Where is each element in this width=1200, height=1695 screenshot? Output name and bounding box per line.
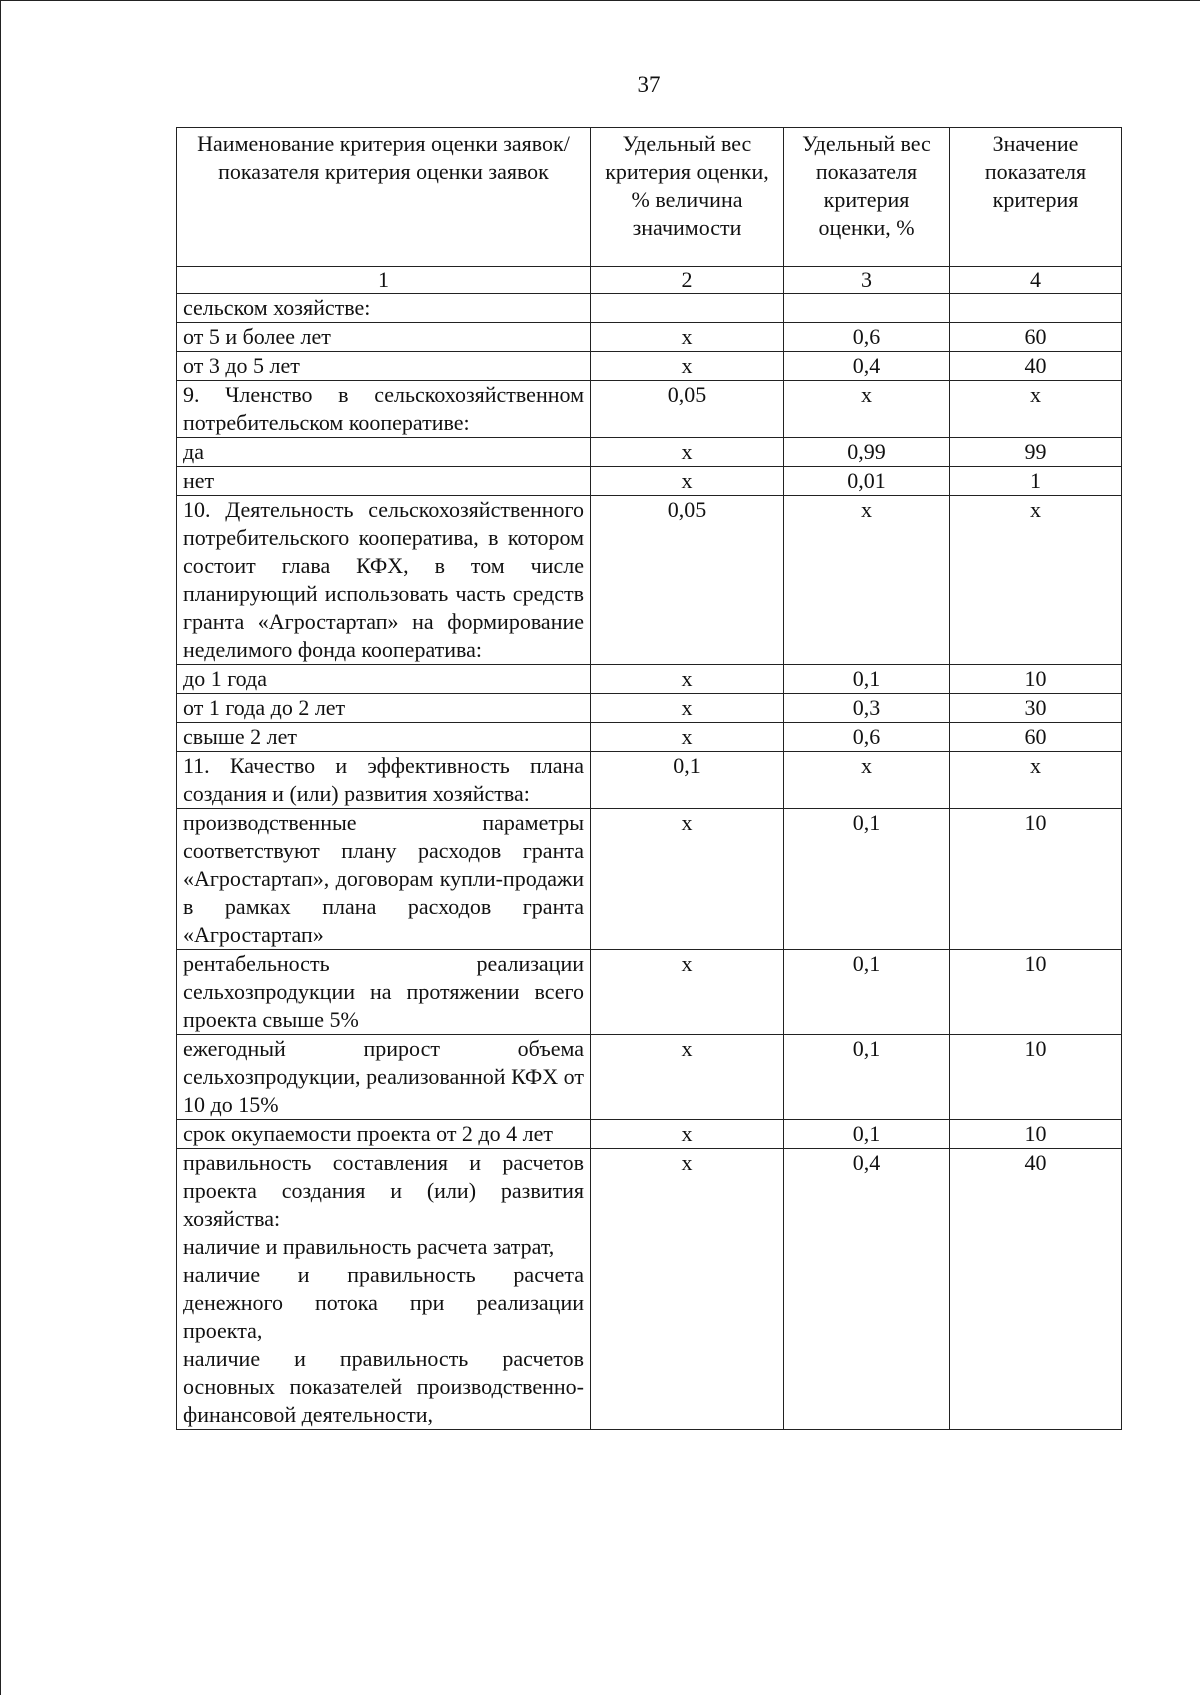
criterion-cell: от 3 до 5 лет xyxy=(177,352,591,381)
page-border-left xyxy=(0,0,1,1695)
indicator-weight-cell: 0,1 xyxy=(784,665,950,694)
table-row xyxy=(177,352,1122,381)
criterion-cell: правильность составления и расчетов проекта создания и (или) развития хозяйства: наличие и правильность расчета затрат, наличие и правильность расчета денежного потока при реализации проекта, наличие и правильность расчетов основных показателей производственно-финансовой деятельности, xyxy=(177,1149,591,1430)
indicator-value-cell xyxy=(950,294,1122,323)
criterion-cell: 11. Качество и эффективность плана создания и (или) развития хозяйства: xyxy=(177,752,591,809)
table-row xyxy=(177,294,1122,323)
indicator-value-cell: х xyxy=(950,752,1122,809)
indicator-value-cell: 10 xyxy=(950,1120,1122,1149)
column-number: 3 xyxy=(784,267,950,294)
criterion-weight-cell: 0,05 xyxy=(591,496,784,665)
criterion-weight-cell: х xyxy=(591,352,784,381)
table-row xyxy=(177,467,1122,496)
header-indicator-value: Значение показателя критерия xyxy=(950,128,1122,267)
page-number: 37 xyxy=(637,72,661,97)
indicator-weight-cell: 0,1 xyxy=(784,950,950,1035)
criterion-weight-cell xyxy=(591,294,784,323)
criterion-weight-cell: х xyxy=(591,665,784,694)
criterion-weight-cell: х xyxy=(591,323,784,352)
criterion-cell: до 1 года xyxy=(177,665,591,694)
criterion-cell: 10. Деятельность сельскохозяйственного потребительского кооператива, в котором состоит глава КФХ, в том числе планирующий использовать часть средств гранта «Агростартап» на формирование неделимого фонда кооператива: xyxy=(177,496,591,665)
table-row xyxy=(177,723,1122,752)
criterion-weight-cell: х xyxy=(591,950,784,1035)
indicator-weight-cell: 0,6 xyxy=(784,323,950,352)
table-row xyxy=(177,752,1122,809)
criterion-cell: ежегодный прирост объема сельхозпродукции, реализованной КФХ от 10 до 15% xyxy=(177,1035,591,1120)
criterion-cell: свыше 2 лет xyxy=(177,723,591,752)
column-number: 1 xyxy=(177,267,591,294)
indicator-weight-cell: 0,4 xyxy=(784,1149,950,1430)
table-row xyxy=(177,1149,1122,1430)
indicator-weight-cell: х xyxy=(784,496,950,665)
table-row xyxy=(177,381,1122,438)
criterion-weight-cell: х xyxy=(591,694,784,723)
criterion-cell: сельском хозяйстве: xyxy=(177,294,591,323)
indicator-value-cell: х xyxy=(950,496,1122,665)
table-row xyxy=(177,323,1122,352)
criterion-cell: нет xyxy=(177,467,591,496)
criterion-cell: от 5 и более лет xyxy=(177,323,591,352)
criterion-cell: да xyxy=(177,438,591,467)
header-indicator-weight: Удельный вес показателя критерия оценки, % xyxy=(784,128,950,267)
indicator-weight-cell xyxy=(784,294,950,323)
criterion-cell: от 1 года до 2 лет xyxy=(177,694,591,723)
indicator-value-cell: 10 xyxy=(950,665,1122,694)
indicator-value-cell: 40 xyxy=(950,352,1122,381)
column-number: 2 xyxy=(591,267,784,294)
indicator-value-cell: 60 xyxy=(950,723,1122,752)
table-row xyxy=(177,809,1122,950)
criterion-weight-cell: х xyxy=(591,438,784,467)
table-row xyxy=(177,1035,1122,1120)
indicator-value-cell: 40 xyxy=(950,1149,1122,1430)
indicator-weight-cell: 0,1 xyxy=(784,1120,950,1149)
criterion-cell: рентабельность реализации сельхозпродукции на протяжении всего проекта свыше 5% xyxy=(177,950,591,1035)
table-row xyxy=(177,665,1122,694)
column-number-row xyxy=(177,267,1122,294)
indicator-value-cell: 99 xyxy=(950,438,1122,467)
criterion-cell: производственные параметры соответствуют плану расходов гранта «Агростартап», договорам купли-продажи в рамках плана расходов гранта «Агростартап» xyxy=(177,809,591,950)
criterion-weight-cell: х xyxy=(591,809,784,950)
criterion-cell: 9. Членство в сельскохозяйственном потребительском кооперативе: xyxy=(177,381,591,438)
indicator-weight-cell: х xyxy=(784,752,950,809)
table-row xyxy=(177,438,1122,467)
criteria-table xyxy=(176,127,1122,1430)
header-criterion-weight: Удельный вес критерия оценки, % величина значимости xyxy=(591,128,784,267)
table-row xyxy=(177,496,1122,665)
indicator-weight-cell: 0,6 xyxy=(784,723,950,752)
criterion-weight-cell: х xyxy=(591,1149,784,1430)
indicator-value-cell: 10 xyxy=(950,950,1122,1035)
indicator-weight-cell: 0,01 xyxy=(784,467,950,496)
indicator-value-cell: 1 xyxy=(950,467,1122,496)
indicator-value-cell: 60 xyxy=(950,323,1122,352)
table-header-row xyxy=(177,128,1122,267)
table-row xyxy=(177,694,1122,723)
criterion-weight-cell: 0,05 xyxy=(591,381,784,438)
table-row xyxy=(177,1120,1122,1149)
criterion-weight-cell: х xyxy=(591,467,784,496)
criterion-weight-cell: х xyxy=(591,723,784,752)
criterion-cell: срок окупаемости проекта от 2 до 4 лет xyxy=(177,1120,591,1149)
indicator-weight-cell: 0,99 xyxy=(784,438,950,467)
indicator-value-cell: 10 xyxy=(950,809,1122,950)
indicator-weight-cell: 0,4 xyxy=(784,352,950,381)
criterion-weight-cell: х xyxy=(591,1035,784,1120)
column-number: 4 xyxy=(950,267,1122,294)
indicator-value-cell: 30 xyxy=(950,694,1122,723)
page-border-top xyxy=(0,0,1200,1)
indicator-value-cell: 10 xyxy=(950,1035,1122,1120)
table-row xyxy=(177,950,1122,1035)
header-criterion-name: Наименование критерия оценки заявок/показателя критерия оценки заявок xyxy=(177,128,591,267)
indicator-weight-cell: 0,1 xyxy=(784,809,950,950)
criterion-weight-cell: х xyxy=(591,1120,784,1149)
indicator-weight-cell: 0,3 xyxy=(784,694,950,723)
criterion-weight-cell: 0,1 xyxy=(591,752,784,809)
indicator-weight-cell: 0,1 xyxy=(784,1035,950,1120)
indicator-value-cell: х xyxy=(950,381,1122,438)
indicator-weight-cell: х xyxy=(784,381,950,438)
